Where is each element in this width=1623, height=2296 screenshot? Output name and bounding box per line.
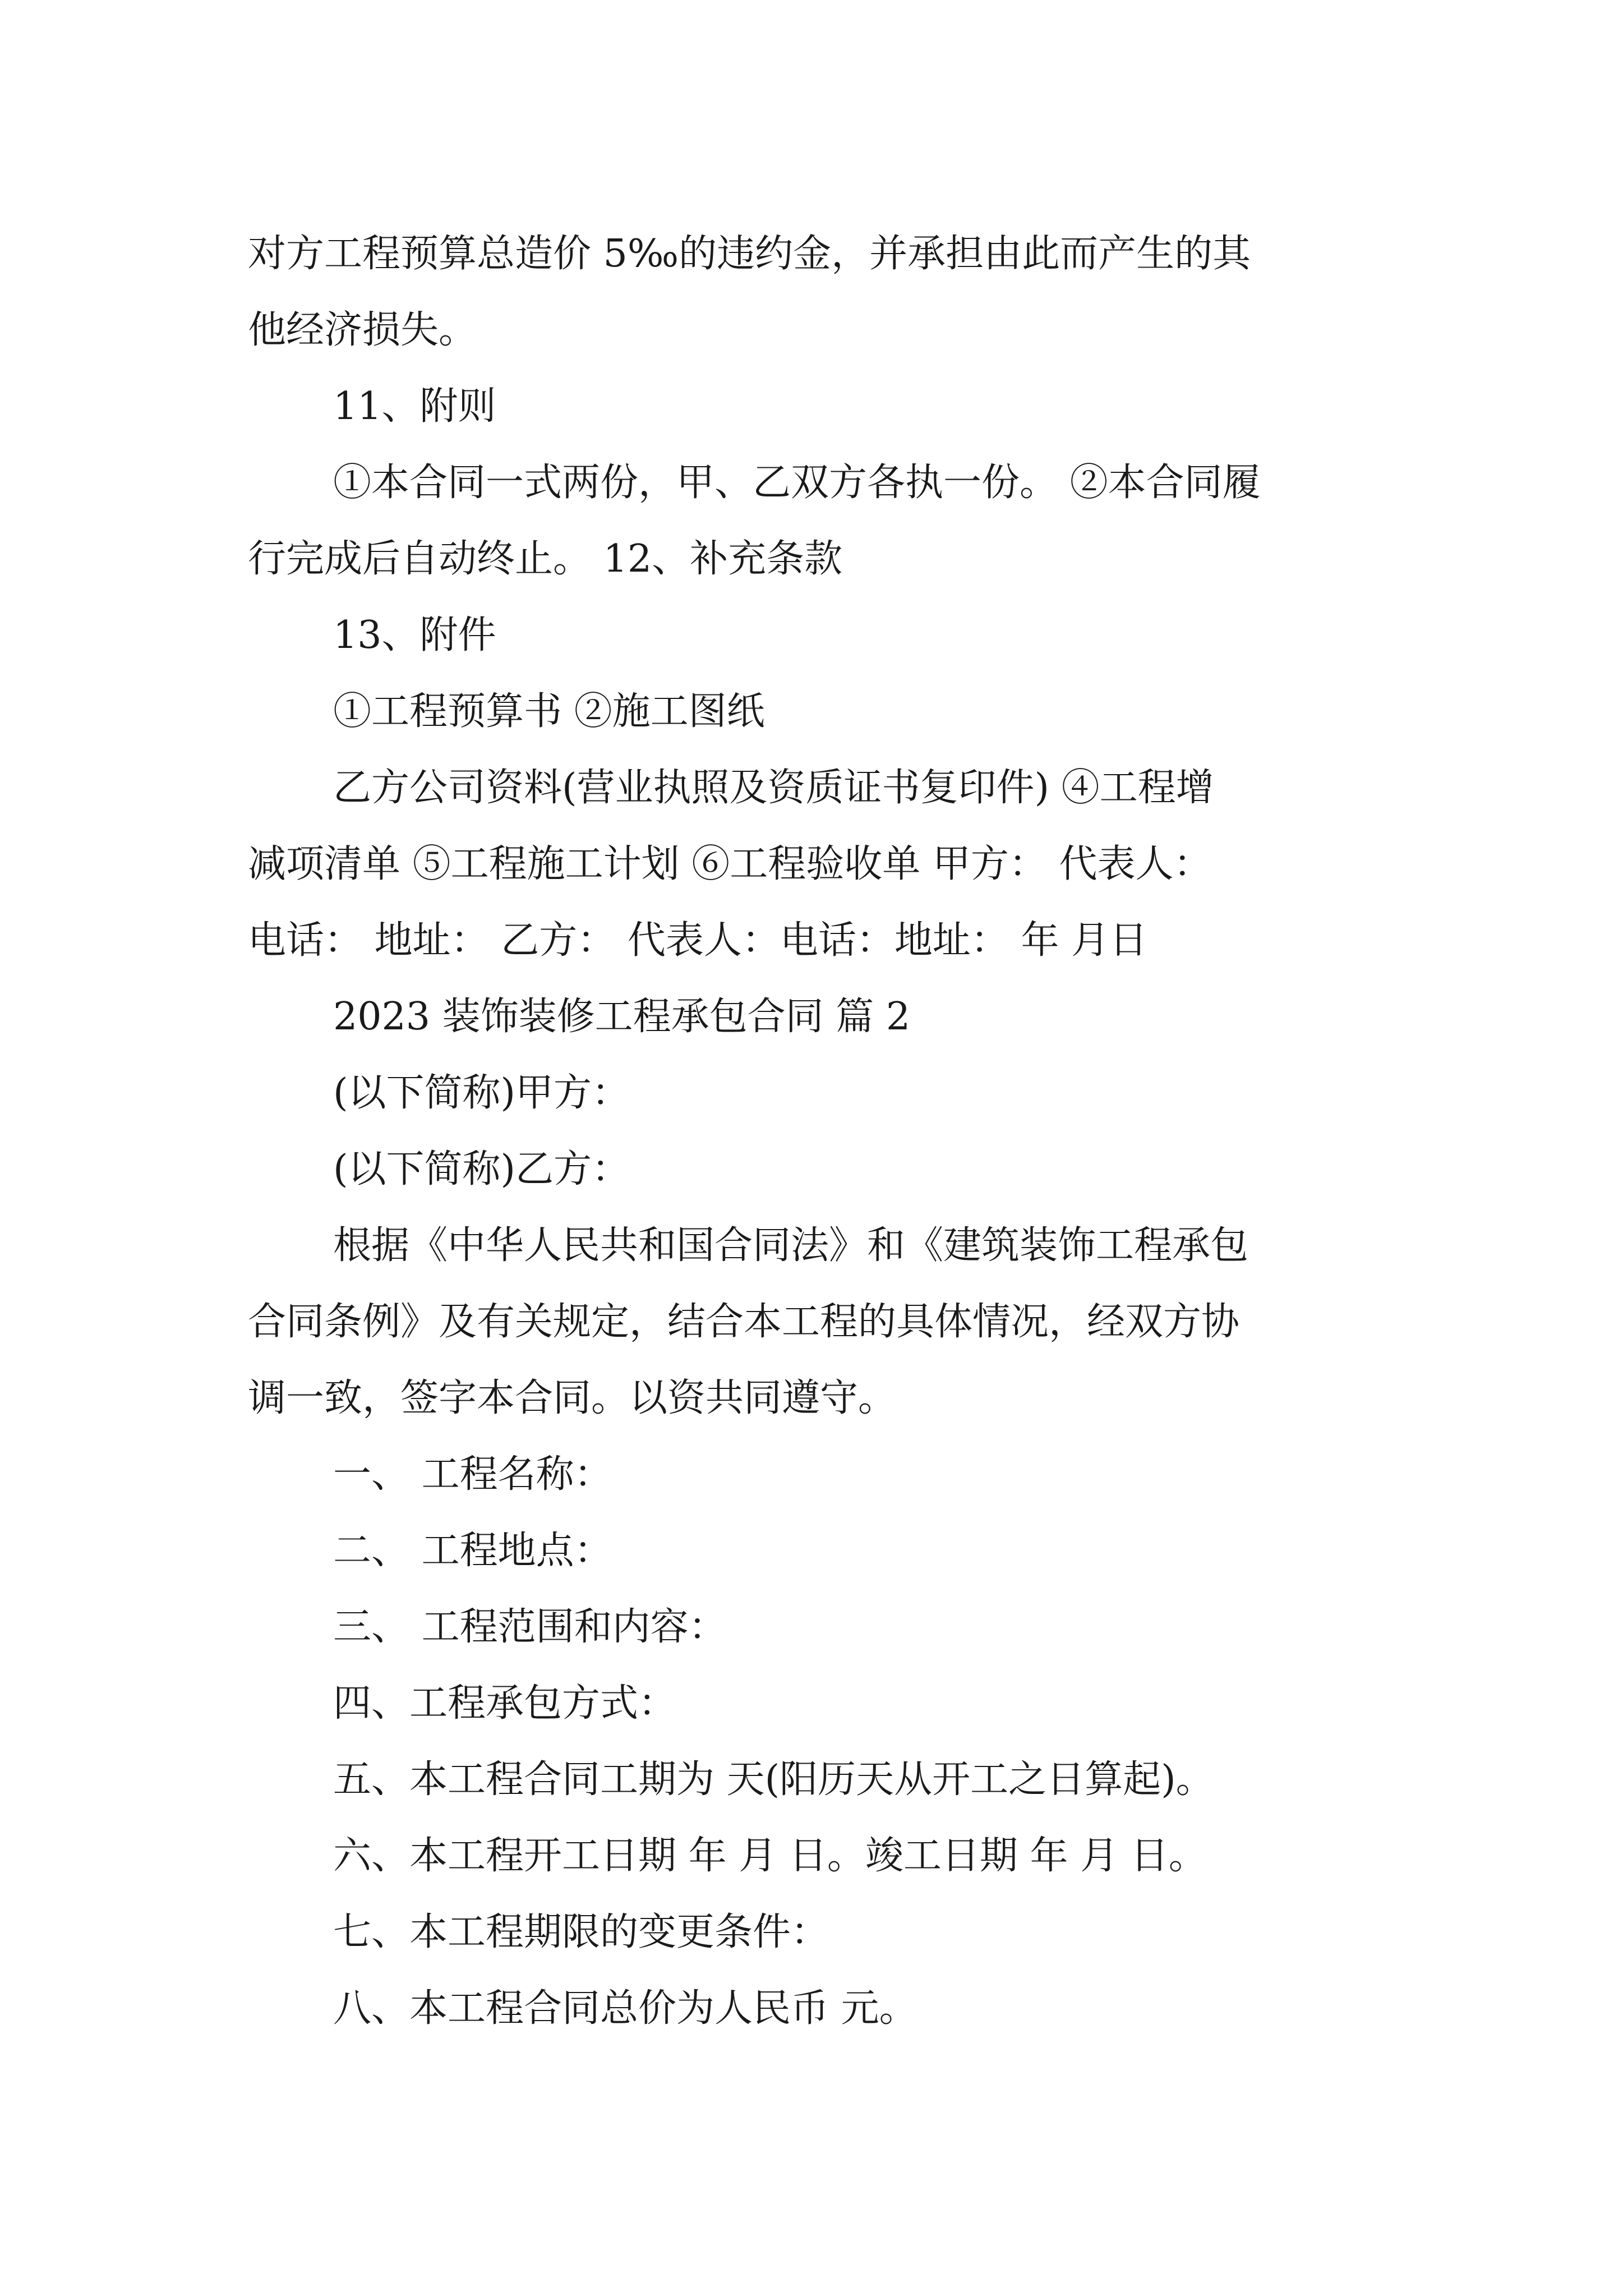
section-heading: 13、附件 bbox=[333, 613, 496, 657]
document-body bbox=[248, 216, 1403, 2047]
text-line: 行完成后自动终止。 12、补充条款 bbox=[248, 537, 843, 581]
clause-item: 八、本工程合同总价为人民币 元。 bbox=[333, 1986, 917, 2031]
clause-item: 七、本工程期限的变更条件： bbox=[333, 1910, 829, 1954]
text-line: 乙方公司资料(营业执照及资质证书复印件) ④工程增 bbox=[333, 766, 1214, 810]
text-line: ①工程预算书 ②施工图纸 bbox=[333, 689, 765, 734]
party-b-line: (以下简称)乙方： bbox=[333, 1147, 630, 1191]
text-line: 他经济损失。 bbox=[248, 308, 477, 352]
text-line: 根据《中华人民共和国合同法》和《建筑装饰工程承包 bbox=[333, 1223, 1249, 1268]
clause-item: 一、 工程名称： bbox=[333, 1452, 612, 1497]
clause-item: 三、 工程范围和内容： bbox=[333, 1605, 727, 1649]
text-line: 调一致，签字本合同。以资共同遵守。 bbox=[248, 1376, 897, 1420]
clause-item: 四、工程承包方式： bbox=[333, 1681, 677, 1726]
text-line: 电话： 地址： 乙方： 代表人：电话：地址： 年 月日 bbox=[248, 918, 1148, 963]
section-heading: 11、附则 bbox=[333, 384, 496, 429]
text-line: ①本合同一式两份，甲、乙双方各执一份。 ②本合同履 bbox=[333, 461, 1261, 505]
clause-item: 五、本工程合同工期为 天(阳历天从开工之日算起)。 bbox=[333, 1757, 1214, 1802]
clause-item: 六、本工程开工日期 年 月 日。竣工日期 年 月 日。 bbox=[333, 1834, 1207, 1878]
party-a-line: (以下简称)甲方： bbox=[333, 1071, 630, 1115]
contract-title: 2023 装饰装修工程承包合同 篇 2 bbox=[333, 995, 911, 1039]
clause-item: 二、 工程地点： bbox=[333, 1529, 612, 1573]
text-line: 合同条例》及有关规定，结合本工程的具体情况，经双方协 bbox=[248, 1300, 1240, 1344]
text-line: 减项清单 ⑤工程施工计划 ⑥工程验收单 甲方： 代表人： bbox=[248, 842, 1212, 886]
text-line: 对方工程预算总造价 5‰的违约金，并承担由此而产生的其 bbox=[248, 232, 1251, 276]
